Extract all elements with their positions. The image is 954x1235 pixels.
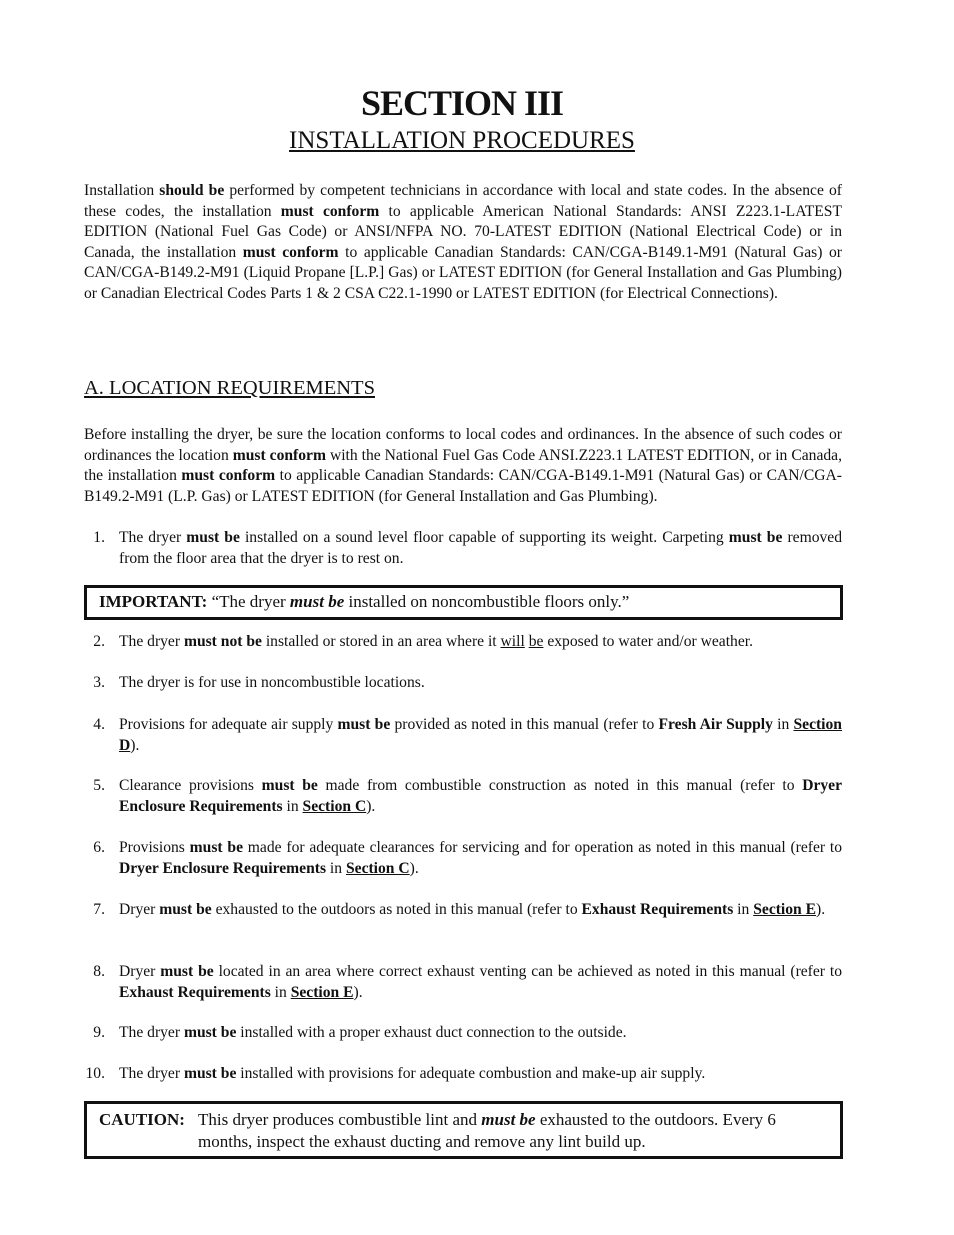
caution-label: CAUTION: [99,1110,185,1129]
section-reference: Section C [302,797,367,815]
section-reference: Section E [753,901,817,918]
list-item: 6. Provisions must be made for adequate clearances for servicing and for operation as noted in this manual (refer to Dryer Enclosure Requirements in Section C). [93,839,843,877]
caution-message: This dryer produces combustible lint and must be exhausted to the outdoors. Every 6 months, inspect the exhaust ducting and remove any lint build up. [198,1110,776,1151]
list-item: 1. The dryer must be installed on a sound level floor capable of supporting its weight. Carpeting must be removed from the floor area that the dryer is to rest on. [93,529,843,567]
section-reference: Section D [119,716,842,754]
location-requirements-heading: A. LOCATION REQUIREMENTS [84,377,375,399]
section-subtitle: INSTALLATION PROCEDURES [289,127,635,154]
list-item: 5. Clearance provisions must be made from combustible construction as noted in this manual (refer to Dryer Enclosure Requirements in Section C). [93,777,843,815]
intro-paragraph: Installation should be performed by competent technicians in accordance with local and state codes. In the absence of these codes, the installation must conform to applicable American National Standards: ANSI Z223.1-LATEST EDITION (National Fuel Gas Code) or ANSI/NFPA NO. 70-LATEST EDITION (National Electrical Code) or in Canada, the installation must conform to applicable Canadian Standards: CAN/CGA-B149.1-M91 (Natural Gas) or CAN/CGA-B149.2-M91 (Liquid Propane [L.P.] Gas) or LATEST EDITION (for General Installation and Gas Plumbing) or Canadian Electrical Codes Parts 1 & 2 CSA C22.1-1990 or LATEST EDITION (for Electrical Connections). [84,182,842,302]
list-item: 7. Dryer must be exhausted to the outdoors as noted in this manual (refer to Exhaust Requirements in Section E). [93,901,826,918]
list-item: 9. The dryer must be installed with a proper exhaust duct connection to the outside. [93,1024,627,1041]
section-reference: Section E [290,983,354,1001]
list-item: 2. The dryer must not be installed or stored in an area where it will be exposed to water and/or weather. [93,633,753,650]
list-item: 8. Dryer must be located in an area where correct exhaust venting can be achieved as noted in this manual (refer to Exhaust Requirements in Section E). [93,963,843,1001]
caution-notice-box [84,1101,843,1159]
list-item: 10. The dryer must be installed with provisions for adequate combustion and make-up air supply. [85,1065,706,1082]
location-paragraph: Before installing the dryer, be sure the location conforms to local codes and ordinances. In the absence of such codes or ordinances the location must conform with the National Fuel Gas Code ANSI.Z223.1 LATEST EDITION, or in Canada, the installation must conform to applicable Canadian Standards: CAN/CGA-B149.1-M91 (Natural Gas) or CAN/CGA-B149.2-M91 (L.P. Gas) or LATEST EDITION (for General Installation and Gas Plumbing). [84,426,842,505]
important-label: IMPORTANT: [99,592,208,611]
important-notice-box: IMPORTANT: “The dryer must be installed on noncombustible floors only.” [84,585,843,620]
list-item: 3. The dryer is for use in noncombustible locations. [93,674,425,691]
list-item: 4. Provisions for adequate air supply must be provided as noted in this manual (refer to Fresh Air Supply in Section D). [93,716,842,754]
section-reference: Section C [345,859,410,877]
section-title: SECTION III [360,83,564,123]
